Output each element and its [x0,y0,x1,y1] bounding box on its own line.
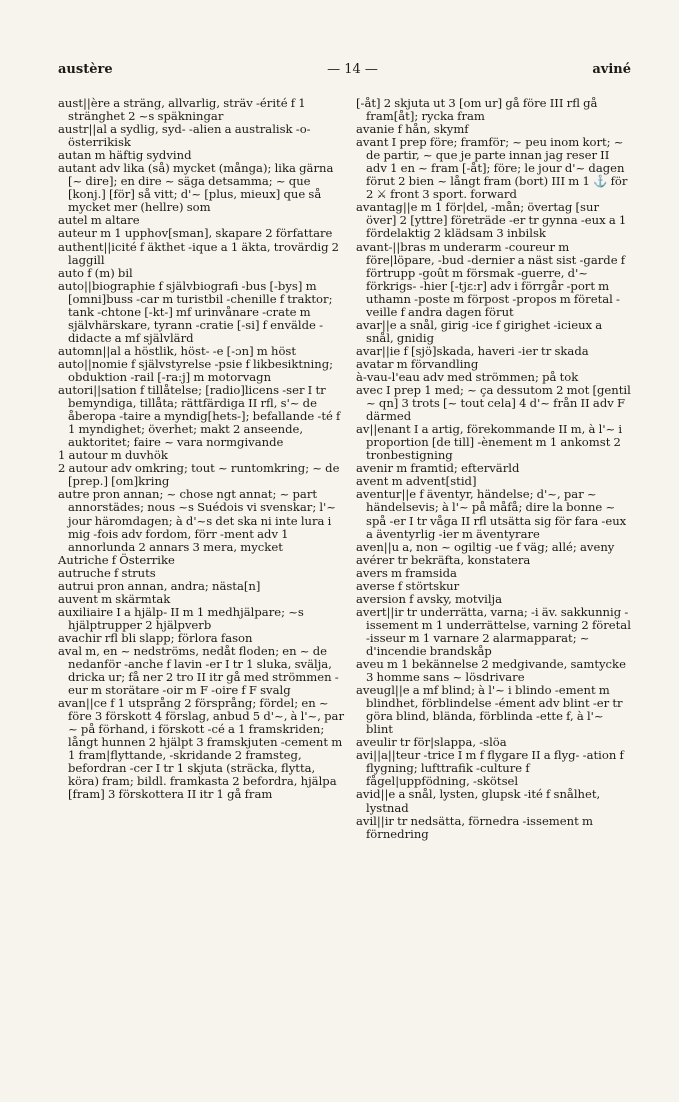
entry: authent||icité f äkthet -ique a 1 äkta, trovärdig 2 laggill [58,239,340,267]
entry: autre pron annan; ~ chose ngt annat; ~ part annorstädes; nous ~s Suédois vi svenskar; l'~ jour häromdagen; à d'~s det ska ni inte lura i mig -fois adv fordom, förr -ment adv 1 annorlunda 2 annars 3 mera, mycket [58,487,337,554]
entry: avantag||e m 1 för|del, -mån; övertag [sur över] 2 [yttre] företräde -er tr gynna -eux a 1 fördelaktig 2 klädsam 3 inbilsk [356,200,627,241]
entry: avant I prep före; framför; ~ peu inom kort; ~ de partir, ~ que je parte innan jag reser II adv 1 en ~ fram [-åt]; före; le jour d'~ dagen förut 2 bien ~ långt fram (bort) III m 1 ⚓ för 2 ⚔ front 3 sport. forward [356,135,628,202]
entry: aveu m 1 bekännelse 2 medgivande, samtycke 3 homme sans ~ lösdrivare [356,657,626,685]
entry: avent m advent[stid] [356,474,477,489]
entry: austr||al a sydlig, syd- -alien a australisk -o- österrikisk [58,122,311,150]
entry: auto f (m) bil [58,265,133,280]
entry: 2 autour adv omkring; tout ~ runtomkring; ~ de [prep.] [om]kring [58,461,340,489]
left-column [58,97,345,841]
entry: avid||e a snål, lysten, glupsk -ité f snålhet, lystnad [356,787,601,815]
entry: auto||nomie f självstyrelse -psie f likbesiktning; obduktion -rail [-ra:j] m motorvagn [58,356,334,384]
entry: auteur m 1 upphov[sman], skapare 2 författare [58,226,333,241]
entry: aust||ère a sträng, allvarlig, sträv -érité f 1 stränghet 2 ~s späkningar [58,96,306,124]
last-headword: aviné [592,62,631,77]
entry: autrui pron annan, andra; nästa[n] [58,578,261,593]
entry: aveugl||e a mf blind; à l'~ i blindo -ement m blindhet, förblindelse -ément adv blint -er tr göra blind, blända, förblinda -ette f, à l'~ blint [356,683,623,737]
entry: avil||ir tr nedsätta, förnedra -issement m förnedring [356,813,593,841]
entry: av||enant I a artig, förekommande II m, à l'~ i proportion [de till] -ènement m 1 ankomst 2 tronbestigning [356,422,623,463]
columns [58,97,631,841]
entry: avatar m förvandling [356,356,479,371]
entry: 1 autour m duvhök [58,448,168,463]
entry: auxiliaire I a hjälp- II m 1 medhjälpare; ~s hjälptrupper 2 hjälpverb [58,604,304,632]
entry: autori||sation f tillåtelse; [radio]licens -ser I tr bemyndiga, tillåta; rättfärdiga II rfl, s'~ de åberopa -taire a myndig[hets-]; befallande -té f 1 myndighet; överhet; makt 2 anseende, auktoritet; faire ~ vara normgivande [58,383,341,450]
entry: avers m framsida [356,565,457,580]
entry: avar||e a snål, girig -ice f girighet -icieux a snål, gnidig [356,317,603,345]
entry: avar||ie f [sjö]skada, haveri -ier tr skada [356,343,589,358]
entry: aventur||e f äventyr, händelse; d'~, par ~ händelsevis; à l'~ på måfå; dire la bonne ~ spå -er I tr våga II rfl utsätta sig för fara -eux a äventyrlig -ier m äventyrare [356,487,627,541]
entry: à-vau-l'eau adv med strömmen; på tok [356,369,579,384]
entry: avérer tr bekräfta, konstatera [356,552,531,567]
entry: automn||al a höstlik, höst- -e [-ɔn] m höst [58,343,297,358]
entry: avanie f hån, skymf [356,122,469,137]
entry: avan||ce f 1 utsprång 2 försprång; fördel; en ~ före 3 förskott 4 förslag, anbud 5 d'~, à l'~, par ~ på förhand, i förskott -cé a 1 framskriden; långt hunnen 2 hjälpt 3 framskjuten -cement m 1 fram|flyttande, -skridande 2 framsteg, befordran -cer I tr 1 skjuta (sträcka, flytta, köra) fram; bildl. framkasta 2 befordra, hjälpa [fram] 3 förskottera II itr 1 gå fram [58,696,345,802]
entry: autruche f struts [58,565,156,580]
entry: Autriche f Österrike [58,552,175,567]
entry: auvent m skärmtak [58,591,171,606]
entry: autel m altare [58,213,140,228]
entry: autan m häftig sydvind [58,148,192,163]
page-header [58,62,631,84]
entry: aval m, en ~ nedströms, nedåt floden; en ~ de nedanför -anche f lavin -er I tr 1 sluka, svälja, dricka ur; få ner 2 tro II itr gå med strömmen -eur m storätare -oir m F -oire f F svalg [58,643,339,698]
entry: auto||biographie f självbiografi -bus [-bys] m [omni]buss -car m turistbil -chenille f traktor; tank -chtone [-kt-] mf urinvånare -crate m självhärskare, tyrann -cratie [-si] f envälde -didacte a mf självlärd [58,278,333,345]
entry: aveulir tr för|slappa, -slöa [356,735,507,750]
entry: [-åt] 2 skjuta ut 3 [om ur] gå före III rfl gå fram[åt]; rycka fram [356,96,598,124]
entry: aven||u a, non ~ ogiltig -ue f väg; allé; aveny [356,539,615,554]
entry: avachir rfl bli slapp; förlora fason [58,630,253,645]
entry: avant-||bras m underarm -coureur m före|löpare, -bud -dernier a näst sist -garde f förtrupp -goût m försmak -guerre, d'~ förkrigs- -hier [-tjɛ:r] adv i förrgår -port m uthamn -poste m förpost -propos m företal -veille f andra dagen förut [356,239,626,319]
entry: autant adv lika (så) mycket (många); lika gärna [~ dire]; en dire ~ säga detsamma; ~ que [konj.] [för] så vitt; d'~ [plus, mieux] que så mycket mer (hellre) som [58,161,334,215]
entry: avi||a||teur -trice I m f flygare II a flyg- -ation f flygning; lufttrafik -culture f fågel|uppfödning, -skötsel [356,748,624,789]
entry: avenir m framtid; eftervärld [356,461,520,476]
page-number: — 14 — [327,62,378,77]
entry: aversion f avsky, motvilja [356,591,503,606]
entry: avec I prep 1 med; ~ ça dessutom 2 mot [gentil ~ qn] 3 trots [~ tout cela] 4 d'~ från II adv F därmed [356,383,631,424]
right-column [356,97,631,841]
first-headword: austère [58,62,113,77]
entry: averse f störtskur [356,578,460,593]
entry: avert||ir tr underrätta, varna; -i äv. sakkunnig -issement m 1 underrättelse, varning 2 företal -isseur m 1 varnare 2 alarmapparat; ~ d'incendie brandskåp [356,604,631,658]
